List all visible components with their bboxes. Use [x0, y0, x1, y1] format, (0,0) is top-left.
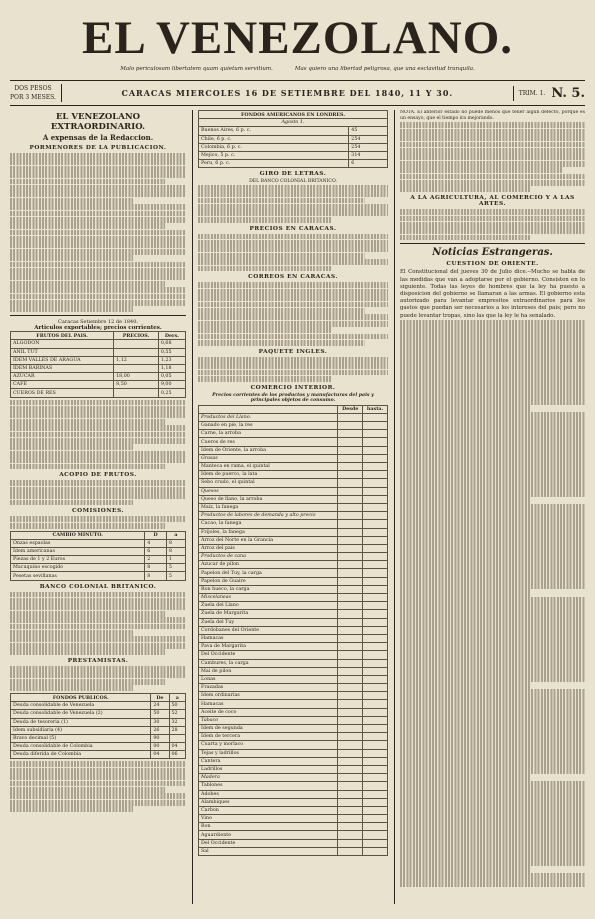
frutos-col-ders: Ders. — [158, 332, 185, 340]
comercio-item: Cuarta y morlaco — [199, 741, 338, 749]
issue-box — [513, 86, 585, 101]
col1-subtitle: A expensas de la Redaccion. — [42, 133, 154, 142]
table-row — [199, 569, 388, 577]
comercio-item: Carne, la arroba — [199, 430, 338, 438]
comercio-item: Tejas y ladrillos — [199, 749, 338, 757]
giro-sub: DEL BANCO COLONIAL BRITANICO. — [249, 179, 337, 185]
column-2 — [192, 110, 388, 904]
price-box: DOS PESOS POR 3 MESES. — [10, 84, 62, 102]
table-row — [199, 544, 388, 552]
comisiones-heading: COMISIONES. — [72, 508, 124, 515]
table-row — [199, 487, 388, 495]
column-3 — [394, 110, 585, 904]
comercio-item: Productos de labores de demanda y alto precio — [199, 512, 338, 520]
comercio-item: Del Occidente — [199, 651, 338, 659]
agric-text — [400, 209, 585, 240]
paquete-heading: PAQUETE INGLES. — [258, 348, 328, 355]
comercio-item: Idem de tercera — [199, 733, 338, 741]
comercio-col-desde: Desde — [338, 405, 363, 413]
table-row — [199, 659, 388, 667]
table-row: Bravo decimal (5) 90 — [11, 734, 186, 742]
comercio-item: Sebo crudo, el quintal — [199, 479, 338, 487]
comercio-item: Aguardiente — [199, 831, 338, 839]
table-row — [199, 512, 388, 520]
table-row — [199, 610, 388, 618]
table-row — [199, 430, 388, 438]
comercio-item: Idem de puerco, la lata — [199, 471, 338, 479]
banco-text — [10, 592, 186, 655]
column-1 — [10, 110, 186, 904]
table-row — [199, 667, 388, 675]
agric-heading: A LA AGRICULTURA, AL COMERCIO Y A LAS ARTES. — [410, 195, 575, 208]
comercio-item: Adobes — [199, 790, 338, 798]
comercio-item: Idem de Oriente, la arroba — [199, 446, 338, 454]
comercio-item: Azucar de pilon — [199, 561, 338, 569]
table-row — [199, 536, 388, 544]
foreign-news-heading: Noticias Estrangeras. — [432, 247, 553, 259]
comercio-item: Vino — [199, 815, 338, 823]
comercio-item: Grasas — [199, 454, 338, 462]
comercio-item: Frijoles, la fanega — [199, 528, 338, 536]
table-row — [199, 815, 388, 823]
comercio-sub: Precios corrientes de los productos y manufacturas del pais y principales objetos de consumo. — [212, 392, 374, 403]
comercio-item: Carbon — [199, 806, 338, 814]
table-row: Idem americanas 6 8 — [11, 547, 186, 555]
comercio-item: Del Occidente — [199, 839, 338, 847]
table-row — [199, 618, 388, 626]
banco-heading: BANCO COLONIAL BRITANICO. — [39, 583, 157, 590]
fondos-table: FONDOS PUBLICOS. De a Deuda consolidable de Venezuela 24 50 Deuda consolidable de Venezuela (2) 50 52 Deuda de tesoreria (1) 30 32 Idem subsidiaria (4) 26 28 Bravo decimal (5) 90 Deuda consolidable de Colombia 00 04 Deuda diferida de Colombia 04 06 — [10, 693, 186, 760]
comercio-table — [198, 405, 388, 856]
comercio-item: Cacao, la fanega — [199, 520, 338, 528]
table-row: Deuda consolidable de Venezuela (2) 50 52 — [11, 710, 186, 718]
pormenores-text — [10, 153, 186, 312]
comercio-item: Hamacas — [199, 700, 338, 708]
table-row — [199, 634, 388, 642]
table-row — [199, 716, 388, 724]
table-row — [199, 782, 388, 790]
table-row: Deuda consolidable de Venezuela 24 50 — [11, 702, 186, 710]
table-row — [199, 594, 388, 602]
oriente-body — [400, 320, 585, 888]
table-row: Piezas de 1 y 2 Euros 2 1 — [11, 556, 186, 564]
comercio-item: Madera — [199, 774, 338, 782]
table-row: ALGODON 0,68 — [11, 340, 186, 348]
table-row — [199, 692, 388, 700]
table-row: Deuda consolidable de Colombia 00 04 — [11, 743, 186, 751]
table-row — [199, 798, 388, 806]
table-row — [199, 446, 388, 454]
table-row — [199, 479, 388, 487]
comercio-item: Tabaco — [199, 716, 338, 724]
table-row: Peru, 6 p. c. 6 — [199, 160, 388, 168]
table-row — [199, 422, 388, 430]
table-row — [199, 643, 388, 651]
table-row: Macuquino escogido 8 5 — [11, 564, 186, 572]
comercio-item: Lonas — [199, 675, 338, 683]
paquete-text — [198, 357, 388, 382]
comercio-item: Ladrillos — [199, 765, 338, 773]
table-row: IDEM BARINAS 1,18 — [11, 364, 186, 372]
acopio-heading: ACOPIO DE FRUTOS. — [59, 472, 137, 479]
table-row: ANIL TUT 0,55 — [11, 348, 186, 356]
cambio-head: CAMBIO MINUTO. — [11, 531, 145, 539]
table-row: Chile, 6 p. c. 254 — [199, 135, 388, 143]
fondos-am-heading: FONDOS AMERICANOS EN LONDRES. — [199, 111, 388, 119]
footnotes — [10, 761, 186, 812]
table-row — [199, 823, 388, 831]
comercio-item: Frazadas — [199, 684, 338, 692]
market-date: Caracas Setiembre 12 de 1840. — [58, 319, 138, 326]
table-row — [199, 831, 388, 839]
table-row — [199, 577, 388, 585]
table-row — [199, 700, 388, 708]
table-row — [199, 503, 388, 511]
comercio-col-hasta: hasta. — [363, 405, 388, 413]
table-row — [199, 471, 388, 479]
masthead-title: EL VENEZOLANO. — [81, 12, 514, 64]
comercio-item: Mai de pilon — [199, 667, 338, 675]
prestamistas-text — [10, 666, 186, 691]
comercio-item: Idem de segunda — [199, 725, 338, 733]
table-row: Deuda diferida de Colombia 04 06 — [11, 751, 186, 759]
comercio-item: Cambures, la carga — [199, 659, 338, 667]
table-row — [199, 684, 388, 692]
comercio-item: Tablones — [199, 782, 338, 790]
oriente-heading: CUESTION DE ORIENTE. — [446, 261, 539, 268]
comercio-item: Maiz, la fanega — [199, 503, 338, 511]
table-row — [199, 495, 388, 503]
table-row — [199, 553, 388, 561]
comercio-item: Queso de llano, la arroba — [199, 495, 338, 503]
prestamistas-heading: PRESTAMISTAS. — [67, 657, 129, 664]
table-row: CUEROS DE RES 0,25 — [11, 389, 186, 397]
table-row — [199, 847, 388, 855]
comercio-item: Manteca en rama, el quintal — [199, 463, 338, 471]
comercio-item: Papelon del Tuy, la carga — [199, 569, 338, 577]
frutos-table — [10, 331, 186, 398]
fondos-americanos-table — [198, 110, 388, 168]
comercio-item: Sal — [199, 847, 338, 855]
frutos-head: FRUTOS DEL PAIS. — [11, 332, 114, 340]
giro-heading: GIRO DE LETRAS. — [259, 171, 327, 178]
comercio-item: Alambiques — [199, 798, 338, 806]
trimester: TRIM. 1. — [518, 89, 546, 97]
table-row — [199, 626, 388, 634]
table-row: IDEM VALLES DE ARAGUA 1,12 1,23 — [11, 356, 186, 364]
table-row — [199, 675, 388, 683]
table-row — [199, 733, 388, 741]
cambio-table: CAMBIO MINUTO. D a Onzas espaolas 4 8 Idem americanas 6 8 Piezas de 1 y 2 Euros 2 1 Macuquino escogido 8 5 Pesetas sevillanas 8 5 — [10, 531, 186, 581]
pormenores-heading: PORMENORES DE LA PUBLICACION. — [29, 145, 167, 151]
giro-text — [198, 185, 388, 223]
comercio-item: Zuela de Margarita — [199, 610, 338, 618]
dateline: CARACAS MIERCOLES 16 DE SETIEMBRE DEL 1840, 11 Y 30. — [121, 88, 454, 98]
table-row — [199, 413, 388, 421]
comercio-item: Hamacas — [199, 634, 338, 642]
col1-title: EL VENEZOLANO EXTRAORDINARIO. — [50, 112, 146, 132]
table-row — [199, 749, 388, 757]
nota-text: NOTA. El anterior estado no puede menos que tener algun defecto, porque es un ensayo, que el tiempo ira mejorando. — [400, 110, 585, 121]
table-row — [199, 765, 388, 773]
comercio-item: Zuela del Llano — [199, 602, 338, 610]
comercio-item: Miscelaneas — [199, 594, 338, 602]
correos-text — [198, 282, 388, 345]
table-row — [199, 708, 388, 716]
header-strip — [10, 80, 585, 106]
table-row — [199, 602, 388, 610]
table-row — [199, 528, 388, 536]
motto-latin: Malo periculosam libertatem quam quietum servitium. — [120, 66, 273, 72]
fondos-am-sub: Agosto 1. — [199, 119, 388, 127]
table-row — [199, 725, 388, 733]
comercio-item: Ron hueco, la carga — [199, 585, 338, 593]
frutos-col-precios: PRECIOS. — [114, 332, 159, 340]
market-notes — [10, 400, 186, 470]
comisiones-text — [10, 516, 186, 528]
table-row — [199, 790, 388, 798]
table-row — [199, 806, 388, 814]
comercio-item: Cantera — [199, 757, 338, 765]
issue-number: N. 5. — [551, 85, 585, 101]
comercio-item: Cordobanes del Oriente — [199, 626, 338, 634]
table-row: Onzas espaolas 4 8 — [11, 539, 186, 547]
table-row — [199, 463, 388, 471]
oriente-lead: El Constitucional del jueves 30 de Julio dice.--Mucho se habla de las medidas que van a adoptarse por el gobierno. Consisten en lo siguiente. Todas las leyes de hombres que la ley ha puesto a disposicion del gobierno se llamaran a las armas. El gobierno esta autorizado para levantar empresitos extraordinarios para los gastos que puedan ser necesarios a los intereses del pais; pero no puede levantar tropas, sino las que la ley le ha senalado. — [400, 269, 585, 319]
table-row — [199, 585, 388, 593]
comercio-item: Quesos — [199, 487, 338, 495]
table-row: CAFE 8,50 9,00 — [11, 381, 186, 389]
table-row: AZUCAR 18,00 0,05 — [11, 373, 186, 381]
comercio-item: Productos del Llano. — [199, 413, 338, 421]
comercio-item: Ganado en pie, la res — [199, 422, 338, 430]
acopio-text — [10, 480, 186, 505]
fondos-head: FONDOS PUBLICOS. — [11, 693, 151, 701]
precios-caracas-text — [198, 234, 388, 272]
precios-caracas-heading: PRECIOS EN CARACAS. — [249, 225, 337, 232]
table-row — [199, 520, 388, 528]
comercio-item: Ron — [199, 823, 338, 831]
table-row — [199, 774, 388, 782]
comercio-item: Pava de Margarita — [199, 643, 338, 651]
comercio-item: Cueros de res — [199, 438, 338, 446]
comercio-heading: COMERCIO INTERIOR. — [250, 384, 336, 391]
table-row: Buenos Aires, 6 p. c. 45 — [199, 127, 388, 135]
table-row — [199, 741, 388, 749]
comercio-item: Idem ordinarias — [199, 692, 338, 700]
table-row: Idem subsidiaria (4) 26 28 — [11, 726, 186, 734]
market-title: Articulos exportables; precios corrientes. — [34, 325, 162, 332]
comercio-item: Zuela del Tuy — [199, 618, 338, 626]
table-row: Mejico, 5 p. c. 314 — [199, 151, 388, 159]
motto-spanish: Mas quiero una libertad peligrosa, que una esclavitud tranquila. — [294, 66, 475, 72]
table-row: Deuda de tesoreria (1) 30 32 — [11, 718, 186, 726]
comercio-item: Arroz del Norte en la Grancia — [199, 536, 338, 544]
table-row — [199, 438, 388, 446]
comercio-item: Papelon de Guaire — [199, 577, 338, 585]
table-row — [199, 651, 388, 659]
comercio-item: Arroz del pais — [199, 544, 338, 552]
correos-heading: CORREOS EN CARACAS. — [248, 274, 338, 281]
motto — [10, 66, 585, 72]
comercio-item: Productos de cana — [199, 553, 338, 561]
comercio-item: Aceite de coco — [199, 708, 338, 716]
table-row: Colombia, 6 p. c. 254 — [199, 143, 388, 151]
table-row — [199, 757, 388, 765]
nota-continued — [400, 122, 585, 192]
table-row: Pesetas sevillanas 8 5 — [11, 572, 186, 580]
table-row — [199, 561, 388, 569]
table-row — [199, 454, 388, 462]
columns — [10, 110, 585, 904]
table-row — [199, 839, 388, 847]
